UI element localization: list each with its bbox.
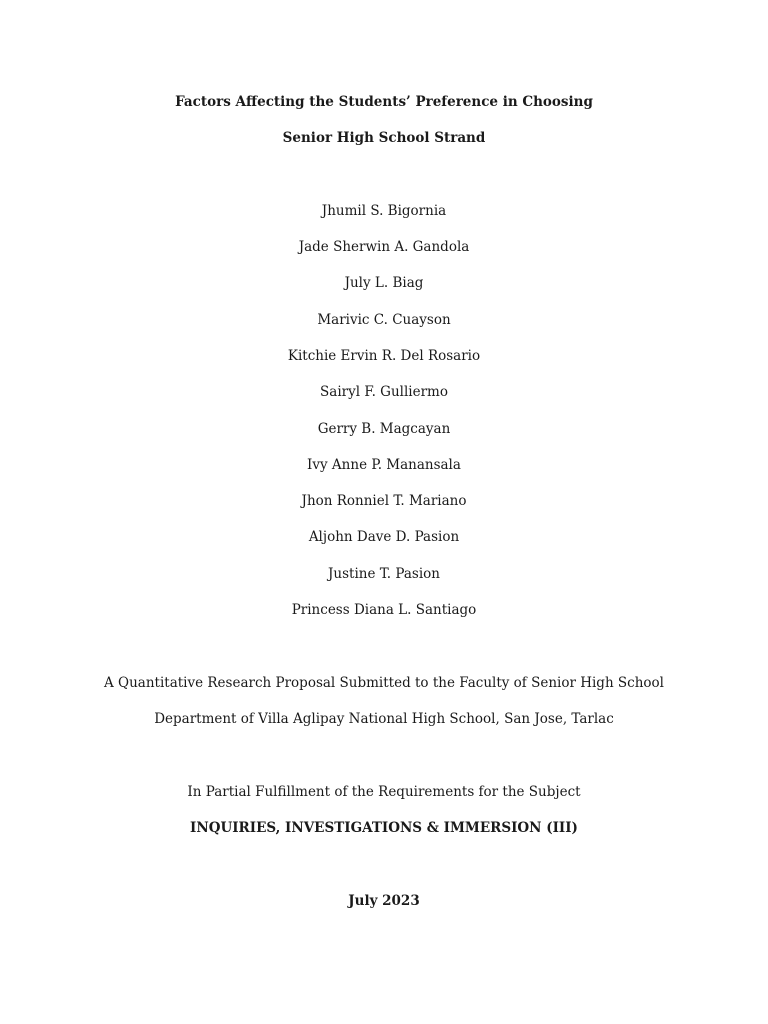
- author-name: Justine T. Pasion: [328, 566, 440, 582]
- author-name: Jhon Ronniel T. Mariano: [301, 493, 467, 509]
- author-name: Aljohn Dave D. Pasion: [308, 529, 460, 545]
- author-name: July L. Biag: [344, 275, 424, 291]
- author-name: Gerry B. Magcayan: [317, 421, 451, 437]
- author-name: Princess Diana L. Santiago: [291, 602, 477, 618]
- date: July 2023: [348, 893, 420, 909]
- title-line-1: Factors Affecting the Students’ Preference in Choosing: [175, 94, 593, 110]
- submission-line-2: Department of Villa Aglipay National High School, San Jose, Tarlac: [154, 711, 614, 727]
- author-name: Marivic C. Cuayson: [317, 312, 451, 328]
- subject-name: INQUIRIES, INVESTIGATIONS & IMMERSION (III): [190, 820, 578, 836]
- author-name: Jhumil S. Bigornia: [321, 203, 447, 219]
- author-name: Ivy Anne P. Manansala: [307, 457, 461, 473]
- title-line-2: Senior High School Strand: [282, 130, 486, 146]
- fulfillment-line: In Partial Fulfillment of the Requirements for the Subject: [187, 784, 581, 800]
- author-name: Kitchie Ervin R. Del Rosario: [287, 348, 481, 364]
- submission-line-1: A Quantitative Research Proposal Submitted to the Faculty of Senior High School: [103, 675, 665, 691]
- author-name: Sairyl F. Gulliermo: [320, 384, 448, 400]
- author-name: Jade Sherwin A. Gandola: [298, 239, 470, 255]
